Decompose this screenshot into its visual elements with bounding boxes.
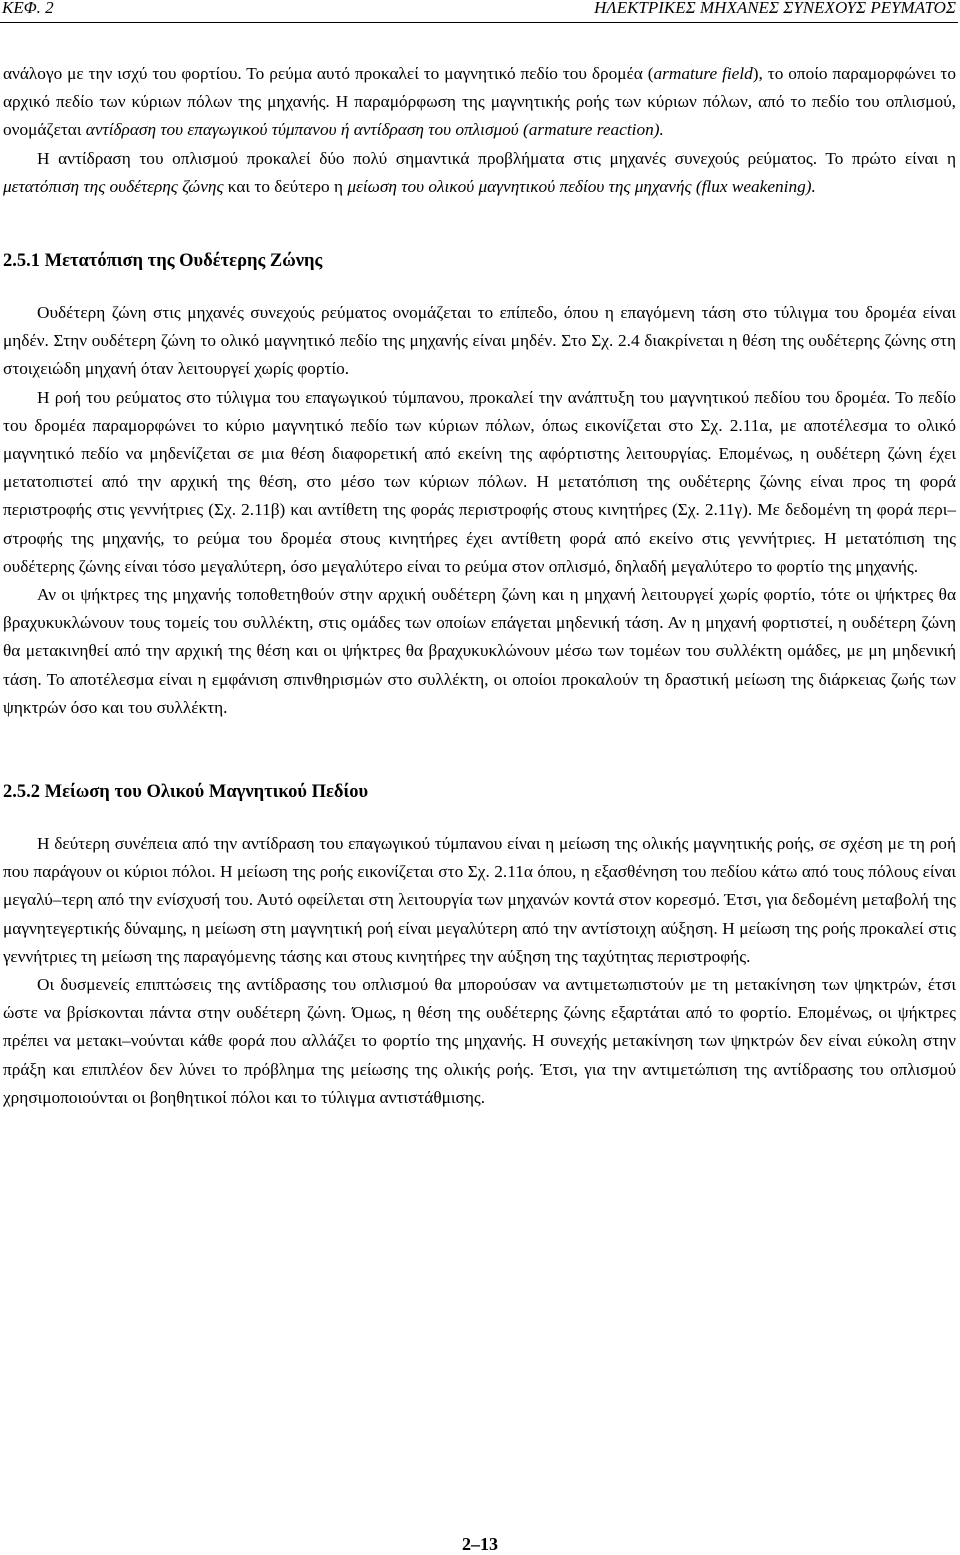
chapter-title: ΗΛΕΚΤΡΙΚΕΣ ΜΗΧΑΝΕΣ ΣΥΝΕΧΟΥΣ ΡΕΥΜΑΤΟΣ <box>594 0 956 17</box>
text-run: και το δεύτερο η <box>223 176 348 196</box>
section2-paragraph-2: Οι δυσμενείς επιπτώσεις της αντίδρασης του οπλισμού θα μπορούσαν να αντιμετωπιστούν με τη μετακίνηση των ψηκτρών, έτσι ώστε να βρίσκονται πάντα στην ουδέτερη ζώνη. Όμως, η θέση της ουδέτερης ζώνης εξαρτάται από το φορτίο. Επομένως, οι ψήκτρες πρέπει να μετακι–νούνται κάθε φορά που αλλάζει το φορτίο της μηχανής. Η συνεχής μετακίνηση των ψηκτρών δεν είναι εύκολη στην πράξη και επιπλέον δεν λύνει το πρόβλημα της μείωσης της ολικής ροής. Έτσι, για την αντιμετώπιση της αντίδρασης του οπλισμού χρησιμοποιούνται οι βοηθητικοί πόλοι και το τύλιγμα αντιστάθμισης. <box>3 975 956 1107</box>
page-body <box>3 60 956 1112</box>
italic-term: μετατόπιση της ουδέτερης ζώνης <box>3 176 224 196</box>
section1-paragraph-1: Ουδέτερη ζώνη στις μηχανές συνεχούς ρεύματος ονομάζεται το επίπεδο, όπου η επαγόμενη τάση στο τύλιγμα του δρομέα είναι μηδέν. Στην ουδέτερη ζώνη το ολικό μαγνητικό πεδίο της μηχανής είναι μηδέν. Στο Σχ. 2.4 διακρίνεται η θέση της ουδέτερης ζώνης στη στοιχειώδη μηχανή όταν λειτουργεί χωρίς φορτίο. <box>3 303 956 379</box>
text-run: ανάλογο με την ισχύ του φορτίου. Το ρεύμα αυτό προκαλεί το μαγνητικό πεδίο του δρομέα ( <box>3 64 654 83</box>
italic-term: μείωση του ολικού μαγνητικού πεδίου της μηχανής (flux weakening). <box>347 176 816 196</box>
chapter-label: ΚΕΦ. 2 <box>2 0 54 17</box>
intro-paragraph-1 <box>3 60 956 145</box>
text-run: ), το οποίο παραμορφώνει το αρχικό πεδίο των κύριων πόλων της μηχανής. Η παραμόρφωση της μαγνητικής ροής των κύριων πόλων, από το πεδίο του οπλισμού, ονομάζεται <box>3 64 956 140</box>
intro-paragraph-2 <box>3 145 956 201</box>
section2-paragraph-1: Η δεύτερη συνέπεια από την αντίδραση του επαγωγικού τύμπανου είναι η μείωση της ολικής μαγνητικής ροής, σε σχέση με τη ροή που παράγουν οι κύριοι πόλοι. Η μείωση της ροής εικονίζεται στο Σχ. 2.11α όπου, η εξασθένηση του πεδίου κάτω από τους πόλους είναι μεγαλύ–τερη από την ενίσχυσή του. Αυτό οφείλεται στη λειτουργία των μηχανών κοντά στον κορεσμό. Έτσι, για δεδομένη μεταβολή της μαγνητεγερτικής δύναμης, η μείωση στη μαγνητική ροή είναι μεγαλύτερη από την αντίστοιχη αύξηση. Η μείωση της ροής προκαλεί στις γεννήτριες τη μείωση της παραγόμενης τάσης και στους κινητήρες την αύξηση της ταχύτητας περιστροφής. <box>3 834 956 966</box>
section-heading-2-5-1: 2.5.1 Μετατόπιση της Ουδέτερης Ζώνης <box>3 251 323 272</box>
italic-term: αντίδραση του επαγωγικού τύμπανου ή αντίδραση του οπλισμού (armature reaction). <box>85 120 664 140</box>
page-header <box>0 0 958 23</box>
section1-paragraph-3: Αν οι ψήκτρες της μηχανής τοποθετηθούν στην αρχική ουδέτερη ζώνη και η μηχανή λειτουργεί χωρίς φορτίο, τότε οι ψήκτρες θα βραχυκυκλώνουν τους τομείς του συλλέκτη, στις ομάδες των οποίων επάγεται μηδενική τάση. Αν η μηχανή φορτιστεί, η ουδέτερη ζώνη θα μετακινηθεί από την αρχική της θέση και οι ψήκτρες θα βραχυκυκλώνουν μέσω των τομέων του συλλέκτη ομάδες, με μη μηδενική τάση. Το αποτέλεσμα είναι η εμφάνιση σπινθηρισμών στο συλλέκτη, οι οποίοι προκαλούν τη δραστική μείωση της διάρκειας ζωής των ψηκτρών όσο και του συλλέκτη. <box>3 585 956 717</box>
italic-term: armature field <box>653 64 753 83</box>
section1-paragraph-2: Η ροή του ρεύματος στο τύλιγμα του επαγωγικού τύμπανου, προκαλεί την ανάπτυξη του μαγνητικού πεδίου του δρομέα. Το πεδίο του δρομέα παραμορφώνει το κύριο μαγνητικό πεδίο των κύριων πόλων, όπως εικονίζεται στο Σχ. 2.11α, με αποτέλεσμα το ολικό μαγνητικό πεδίο να μηδενίζεται σε μια θέση διαφορετική από εκείνη της αφόρτιστης λειτουργίας. Επομένως, η ουδέτερη ζώνη έχει μετατοπιστεί από την αρχική της θέση, στο μέσο των κύριων πόλων. Η μετατόπιση της ουδέτερης ζώνης είναι προς τη φορά περιστροφής στις γεννήτριες (Σχ. 2.11β) και αντίθετη της φοράς περιστροφής στους κινητήρες (Σχ. 2.11γ). Με δεδομένη τη φορά περι–στροφής της μηχανής, το ρεύμα του δρομέα στους κινητήρες έχει αντίθετη φορά από εκείνο στις γεννήτριες. Η μετατόπιση της ουδέτερης ζώνης είναι τόσο μεγαλύτερη, όσο μεγαλύτερο είναι το ρεύμα στον οπλισμό, δηλαδή μεγαλύτερο το φορτίο της μηχανής. <box>3 387 956 576</box>
page-number: 2–13 <box>462 1534 498 1554</box>
text-run: Η αντίδραση του οπλισμού προκαλεί δύο πολύ σημαντικά προβλήματα στις μηχανές συνεχούς ρεύματος. Το πρώτο είναι η <box>37 148 956 168</box>
section-heading-2-5-2: 2.5.2 Μείωση του Ολικού Μαγνητικού Πεδίου <box>3 782 369 803</box>
